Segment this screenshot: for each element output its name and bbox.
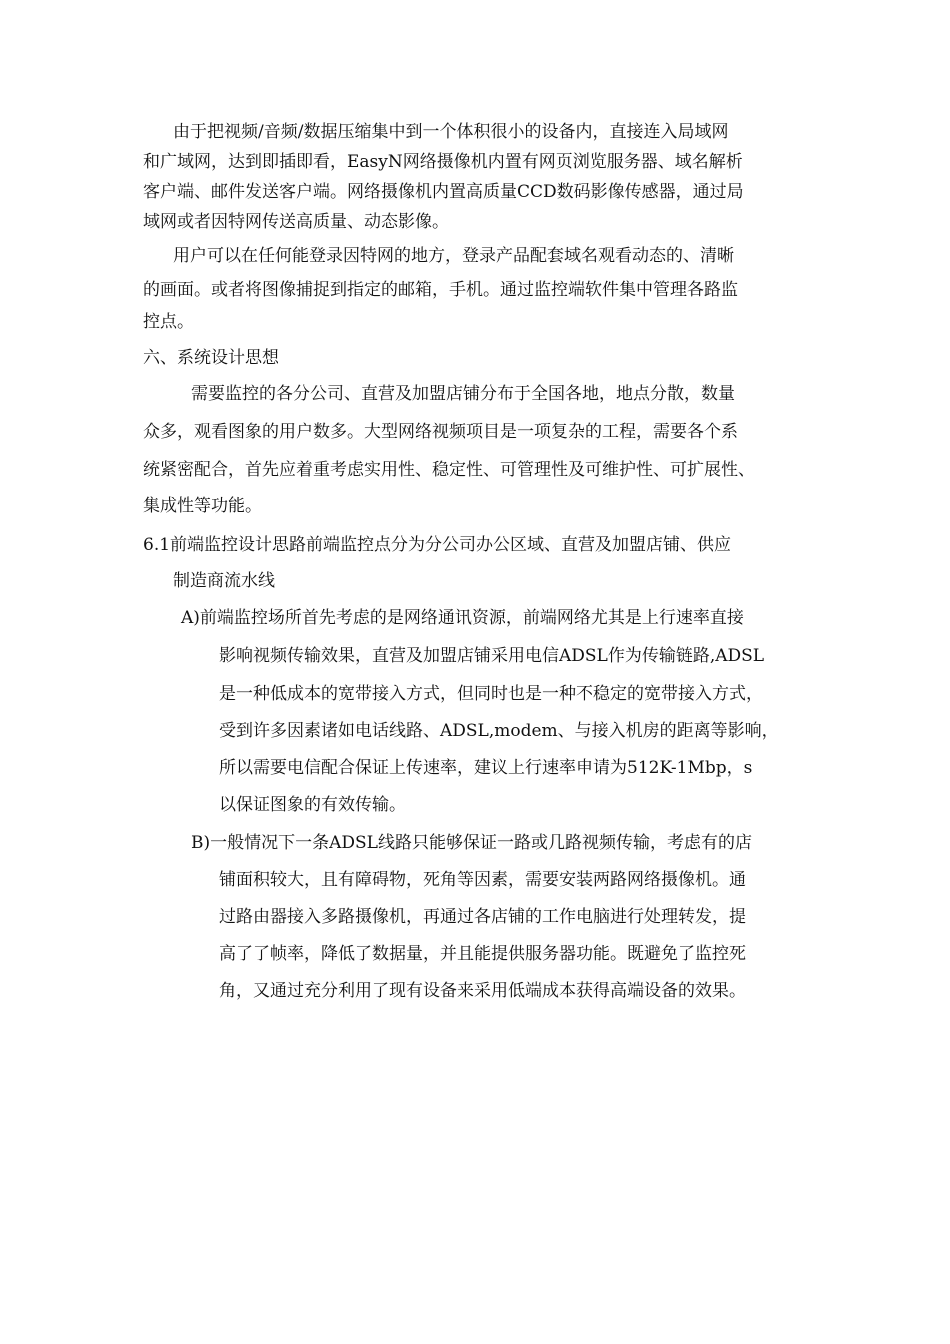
intro-p2-line-1: 用户可以在任何能登录因特网的地方，登录产品配套域名观看动态的、清晰 bbox=[173, 246, 734, 266]
section6-p1-line-3: 统紧密配合，首先应着重考虑实用性、稳定性、可管理性及可维护性、可扩展性、 bbox=[143, 460, 755, 480]
section6-p1-line-1: 需要监控的各分公司、直营及加盟店铺分布于全国各地，地点分散，数量 bbox=[191, 384, 735, 404]
item-a-line-5: 所以需要电信配合保证上传速率，建议上行速率申请为512K-1Mbp，s bbox=[219, 758, 753, 778]
section6-p1-line-4: 集成性等功能。 bbox=[143, 496, 262, 516]
item-b-line-2: 铺面积较大，且有障碍物，死角等因素，需要安装两路网络摄像机。通 bbox=[219, 870, 746, 890]
section6-p1-line-2: 众多，观看图象的用户数多。大型网络视频项目是一项复杂的工程，需要各个系 bbox=[143, 422, 738, 442]
intro-p2-line-3: 控点。 bbox=[143, 312, 194, 332]
intro-p1-line-1: 由于把视频/音频/数据压缩集中到一个体积很小的设备内，直接连入局域网 bbox=[173, 122, 729, 142]
item-b-line-3: 过路由器接入多路摄像机，再通过各店铺的工作电脑进行处理转发，提 bbox=[219, 907, 746, 927]
intro-p1-line-2: 和广域网，达到即插即看，EasyN网络摄像机内置有网页浏览服务器、域名解析 bbox=[143, 152, 743, 172]
item-b-line-1: B)一般情况下一条ADSL线路只能够保证一路或几路视频传输，考虑有的店 bbox=[191, 833, 752, 853]
item-a-line-1: A)前端监控场所首先考虑的是网络通讯资源，前端网络尤其是上行速率直接 bbox=[181, 608, 744, 628]
intro-p2-line-2: 的画面。或者将图像捕捉到指定的邮箱，手机。通过监控端软件集中管理各路监 bbox=[143, 280, 738, 300]
item-a-line-6: 以保证图象的有效传输。 bbox=[219, 795, 406, 815]
section-heading: 六、系统设计思想 bbox=[143, 348, 279, 368]
item-b-line-4: 高了了帧率，降低了数据量，并且能提供服务器功能。既避免了监控死 bbox=[219, 944, 746, 964]
subsection-61-line-1: 6.1前端监控设计思路前端监控点分为分公司办公区域、直营及加盟店铺、供应 bbox=[143, 535, 732, 555]
item-b-line-5: 角，又通过充分利用了现有设备来采用低端成本获得高端设备的效果。 bbox=[219, 981, 746, 1001]
item-a-line-4: 受到许多因素诸如电话线路、ADSL,modem、与接入机房的距离等影响， bbox=[219, 721, 779, 741]
intro-p1-line-4: 域网或者因特网传送高质量、动态影像。 bbox=[143, 212, 449, 232]
item-a-line-2: 影响视频传输效果，直营及加盟店铺采用电信ADSL作为传输链路,ADSL bbox=[219, 646, 765, 666]
subsection-61-line-2: 制造商流水线 bbox=[173, 571, 275, 591]
intro-p1-line-3: 客户端、邮件发送客户端。网络摄像机内置高质量CCD数码影像传感器，通过局 bbox=[143, 182, 744, 202]
item-a-line-3: 是一种低成本的宽带接入方式，但同时也是一种不稳定的宽带接入方式， bbox=[219, 684, 763, 704]
